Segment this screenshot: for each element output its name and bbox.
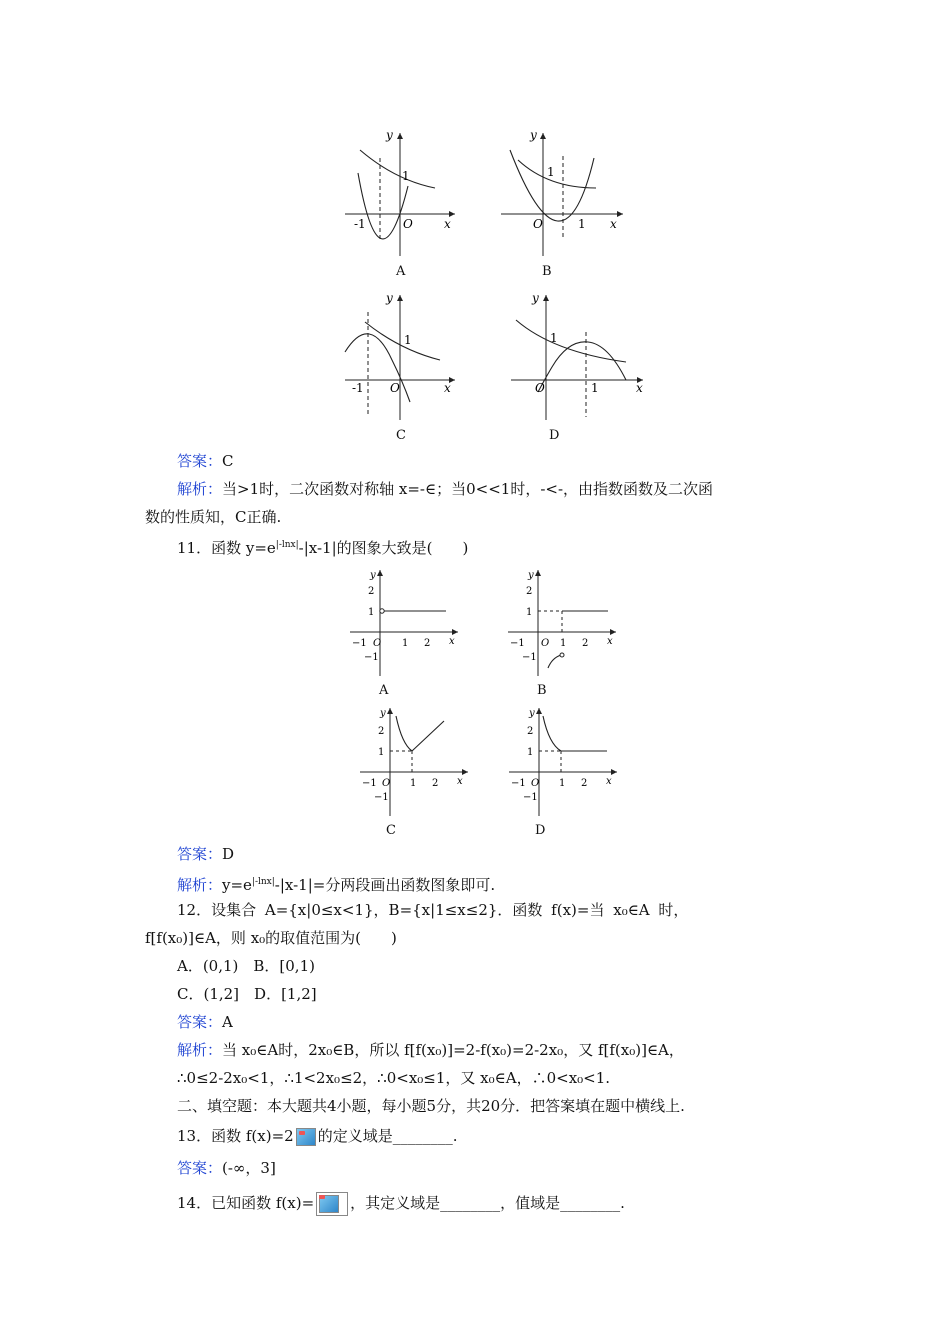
answer-label: 答案： bbox=[177, 1159, 223, 1177]
svg-text:1: 1 bbox=[527, 747, 534, 758]
svg-text:1: 1 bbox=[526, 607, 533, 618]
svg-text:2: 2 bbox=[424, 638, 431, 649]
one-label: 1 bbox=[547, 165, 555, 179]
analysis-text: 当 x₀∈A时，2x₀∈B，所以 f[f(x₀)]=2-f(x₀)=2-2x₀，又 f[f(x₀)]∈A， bbox=[222, 1041, 684, 1059]
svg-text:1: 1 bbox=[402, 638, 409, 649]
svg-text:−1: −1 bbox=[374, 792, 389, 803]
q11-stem-sup: |-lnx| bbox=[275, 540, 299, 550]
q10-graph-a bbox=[340, 128, 460, 258]
q10-analysis-line1 bbox=[177, 479, 713, 499]
one-label: 1 bbox=[550, 331, 558, 345]
svg-text:1: 1 bbox=[410, 778, 417, 789]
q12-analysis-line1 bbox=[177, 1040, 684, 1060]
q11-stem bbox=[177, 535, 468, 558]
q11-analysis bbox=[177, 872, 495, 895]
origin-label: O bbox=[533, 217, 543, 231]
svg-text:O: O bbox=[531, 778, 540, 789]
q12-answer bbox=[177, 1012, 233, 1032]
svg-text:x: x bbox=[607, 636, 613, 647]
svg-text:1: 1 bbox=[560, 638, 567, 649]
origin-label: O bbox=[535, 381, 545, 395]
formula-image-icon bbox=[296, 1128, 316, 1146]
svg-text:y: y bbox=[380, 708, 386, 719]
svg-text:1: 1 bbox=[559, 778, 566, 789]
q11-stem-post: -|x-1|的图象大致是( ) bbox=[298, 539, 469, 557]
svg-text:y: y bbox=[529, 708, 535, 719]
y-label: y bbox=[386, 292, 393, 305]
svg-text:−1: −1 bbox=[523, 792, 538, 803]
q11-graph-a bbox=[346, 566, 464, 684]
q13-stem bbox=[177, 1126, 457, 1146]
x-label: x bbox=[636, 381, 643, 395]
q10-caption-d: D bbox=[549, 428, 560, 443]
svg-text:1: 1 bbox=[368, 607, 375, 618]
q11-stem-pre: 11．函数 y=e bbox=[177, 539, 276, 557]
svg-text:2: 2 bbox=[581, 778, 588, 789]
analysis-label: 解析： bbox=[177, 1041, 223, 1059]
q10-graph-b bbox=[498, 128, 628, 258]
answer-value: C bbox=[222, 452, 234, 470]
q13-answer bbox=[177, 1158, 276, 1178]
q10-caption-a: A bbox=[396, 264, 406, 279]
q11-graph-d bbox=[505, 704, 623, 822]
svg-text:1: 1 bbox=[378, 747, 385, 758]
formula-image-icon bbox=[316, 1192, 348, 1216]
one-label: 1 bbox=[402, 169, 410, 183]
q11-graph-c bbox=[356, 704, 474, 822]
analysis-post: -|x-1|=分两段画出函数图象即可. bbox=[274, 876, 496, 894]
svg-text:2: 2 bbox=[527, 726, 534, 737]
answer-value: (-∞，3] bbox=[222, 1159, 276, 1177]
q12-options-line2: C．(1,2] D．[1,2] bbox=[177, 985, 317, 1003]
svg-text:2: 2 bbox=[378, 726, 385, 737]
svg-text:O: O bbox=[541, 638, 550, 649]
q14-stem-post: ，其定义域是________，值域是________. bbox=[350, 1194, 625, 1212]
analysis-text: 当>1时，二次函数对称轴 x=-∈；当0<<1时，-<-，由指数函数及二次函 bbox=[222, 480, 714, 498]
section-heading: 二、填空题：本大题共4小题，每小题5分，共20分．把答案填在题中横线上. bbox=[177, 1097, 685, 1115]
q10-caption-b: B bbox=[542, 264, 552, 279]
svg-text:2: 2 bbox=[432, 778, 439, 789]
svg-text:2: 2 bbox=[368, 586, 375, 597]
q10-answer bbox=[177, 451, 234, 471]
svg-text:O: O bbox=[382, 778, 391, 789]
svg-text:−1: −1 bbox=[362, 778, 377, 789]
x-label: x bbox=[444, 381, 451, 395]
q10-graph-d bbox=[508, 292, 648, 422]
q11-graph-b bbox=[504, 566, 622, 684]
y-label: y bbox=[532, 292, 539, 305]
answer-value: D bbox=[222, 845, 235, 863]
answer-label: 答案： bbox=[177, 1013, 223, 1031]
neg1-label: -1 bbox=[354, 217, 366, 231]
svg-text:−1: −1 bbox=[510, 638, 525, 649]
q14-stem-pre: 14．已知函数 f(x)= bbox=[177, 1194, 315, 1212]
q13-stem-post: 的定义域是________. bbox=[317, 1127, 458, 1145]
analysis-pre: y=e bbox=[222, 876, 252, 894]
q11-caption-b: B bbox=[537, 683, 547, 698]
q10-analysis-line2: 数的性质知，C正确. bbox=[145, 508, 282, 526]
one-x-label: 1 bbox=[591, 381, 599, 395]
q12-stem-line1: 12．设集合 A={x|0≤x<1}，B={x|1≤x≤2}．函数 f(x)=当 x₀∈A 时， bbox=[177, 901, 689, 919]
svg-text:x: x bbox=[449, 636, 455, 647]
svg-text:2: 2 bbox=[582, 638, 589, 649]
svg-text:−1: −1 bbox=[364, 652, 379, 663]
q11-answer bbox=[177, 844, 234, 864]
svg-text:−1: −1 bbox=[352, 638, 367, 649]
q14-stem bbox=[177, 1192, 625, 1216]
q11-caption-a: A bbox=[379, 683, 389, 698]
x-label: x bbox=[444, 217, 451, 231]
answer-label: 答案： bbox=[177, 452, 223, 470]
one-label: 1 bbox=[404, 333, 412, 347]
svg-text:−1: −1 bbox=[522, 652, 537, 663]
q12-stem-line2: f[f(x₀)]∈A，则 x₀的取值范围为( ) bbox=[145, 929, 397, 947]
x-label: x bbox=[610, 217, 617, 231]
analysis-label: 解析： bbox=[177, 876, 223, 894]
answer-value: A bbox=[222, 1013, 233, 1031]
neg1-label: -1 bbox=[352, 381, 364, 395]
q10-graph-c bbox=[340, 292, 460, 422]
svg-text:x: x bbox=[606, 776, 612, 787]
q11-caption-c: C bbox=[386, 823, 396, 838]
svg-text:y: y bbox=[528, 570, 534, 581]
answer-label: 答案： bbox=[177, 845, 223, 863]
q12-analysis-line2: ∴0≤2-2x₀<1，∴1<2x₀≤2，∴0<x₀≤1，又 x₀∈A，∴0<x₀<1. bbox=[177, 1069, 611, 1087]
analysis-label: 解析： bbox=[177, 480, 223, 498]
origin-label: O bbox=[390, 381, 400, 395]
svg-text:2: 2 bbox=[526, 586, 533, 597]
one-x-label: 1 bbox=[578, 217, 586, 231]
q11-caption-d: D bbox=[535, 823, 546, 838]
y-label: y bbox=[530, 128, 537, 142]
analysis-sup: |-lnx| bbox=[251, 877, 275, 887]
y-label: y bbox=[386, 128, 393, 142]
q12-options-line1: A．(0,1) B．[0,1) bbox=[177, 957, 315, 975]
origin-label: O bbox=[403, 217, 413, 231]
q13-stem-pre: 13．函数 f(x)=2 bbox=[177, 1127, 294, 1145]
svg-text:y: y bbox=[370, 570, 376, 581]
svg-text:O: O bbox=[373, 638, 382, 649]
svg-text:−1: −1 bbox=[511, 778, 526, 789]
svg-text:x: x bbox=[457, 776, 463, 787]
q10-caption-c: C bbox=[396, 428, 406, 443]
